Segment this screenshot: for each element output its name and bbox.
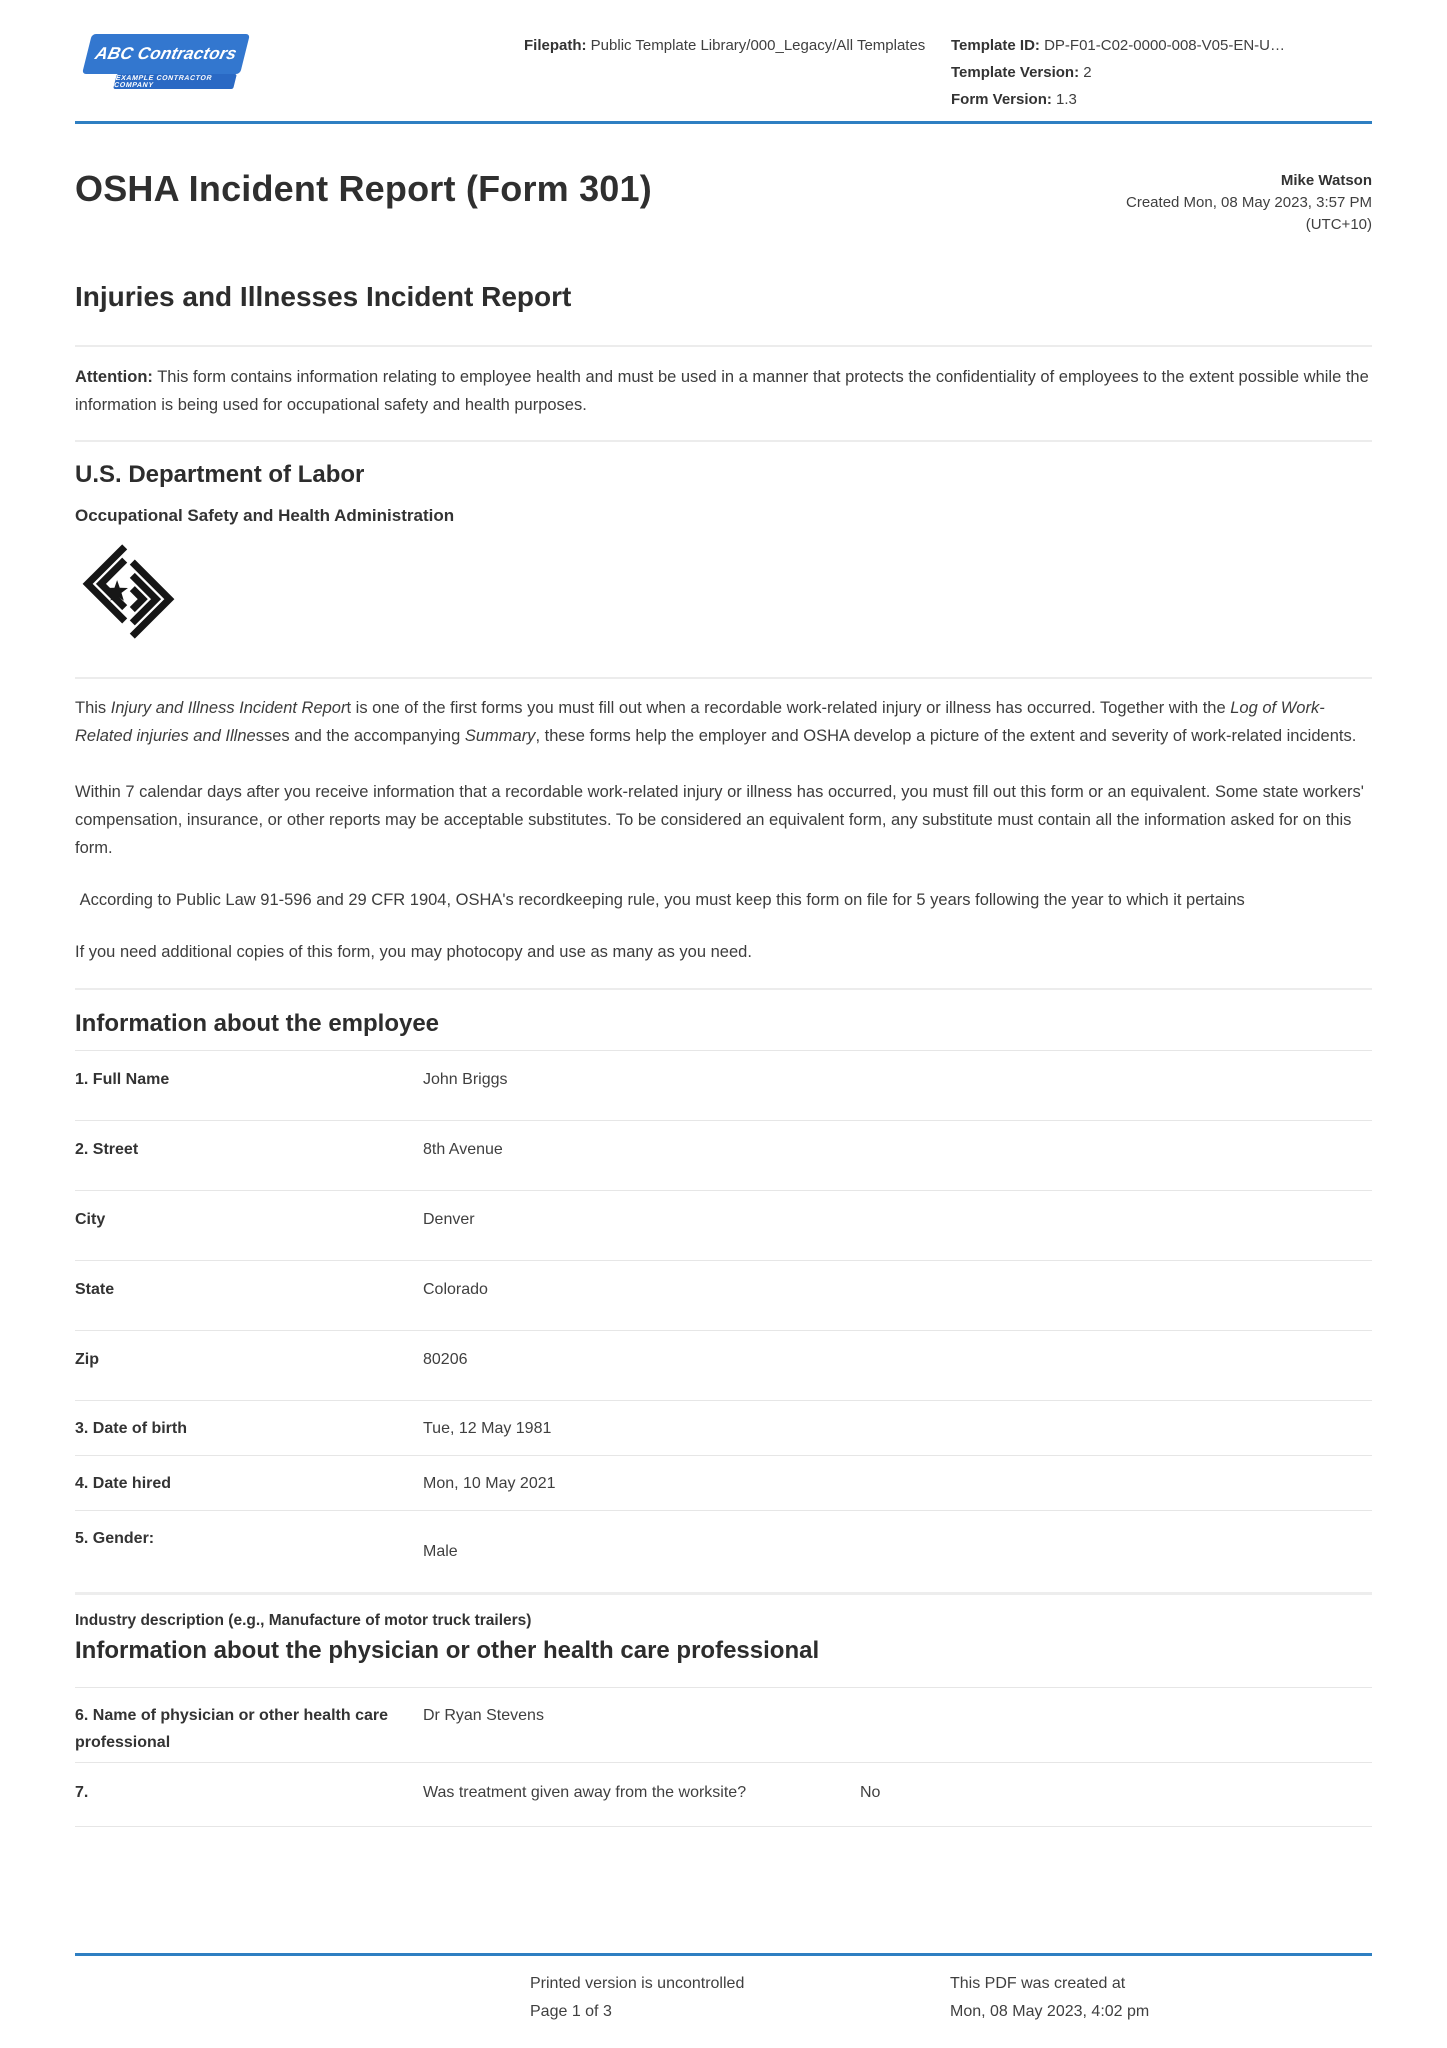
p1-text: , these forms help the employer and OSHA develop a picture of the extent and severity of work-related incidents. [535, 727, 1357, 745]
template-version-line [951, 59, 1372, 86]
field-label: 4. Date hired [75, 1475, 172, 1492]
p1-text: sses and the accompanying [255, 727, 465, 745]
dol-heading: U.S. Department of Labor [75, 461, 365, 488]
field-label: Zip [75, 1351, 99, 1368]
field-label: 7. [75, 1784, 89, 1801]
company-logo-banner [82, 34, 250, 74]
attention-note [0, 363, 1447, 419]
attention-label: Attention: [75, 368, 153, 386]
field-value: 80206 [423, 1351, 468, 1368]
physician-section-heading: Information about the physician or other health care professional [75, 1637, 820, 1664]
form-version-label: Form Version: [951, 91, 1052, 108]
intro-paragraph-3: According to Public Law 91-596 and 29 CFR 1904, OSHA's recordkeeping rule, you must keep this form on file for 5 years following the year to which it pertains [75, 891, 1245, 909]
section-divider [75, 988, 1372, 990]
field-row-city [75, 1190, 1372, 1260]
filepath-block [524, 30, 951, 59]
footer-left [530, 1970, 950, 2026]
employee-section-heading: Information about the employee [75, 1010, 440, 1037]
company-logo [75, 30, 524, 94]
field-label: 1. Full Name [75, 1071, 170, 1088]
form-version-line [951, 86, 1372, 113]
footer-created-label: This PDF was created at [950, 1975, 1126, 1992]
field-label: 6. Name of physician or other health care professional [75, 1707, 388, 1751]
page-footer [75, 1953, 1372, 2026]
template-id-line [951, 32, 1372, 59]
filepath-value: Public Template Library/000_Legacy/All Templates [586, 37, 926, 54]
field-row-state [75, 1260, 1372, 1330]
footer-uncontrolled-note: Printed version is uncontrolled [530, 1975, 745, 1992]
created-date: Created Mon, 08 May 2023, 3:57 PM [1126, 194, 1372, 211]
field-label: 2. Street [75, 1141, 139, 1158]
section-divider [75, 677, 1372, 679]
field-row-date-of-birth [75, 1400, 1372, 1455]
company-logo-mark [75, 34, 260, 94]
page-header [0, 0, 1447, 113]
employee-table [0, 1050, 1447, 1595]
field-row-physician-name [75, 1687, 1372, 1762]
timezone: (UTC+10) [1305, 216, 1372, 233]
template-id-label: Template ID: [951, 37, 1040, 54]
form-version-value: 1.3 [1051, 91, 1077, 108]
field-question: Was treatment given away from the worksite? [423, 1784, 747, 1801]
page-number: Page 1 of 3 [530, 2003, 612, 2020]
p1-text: This [75, 699, 111, 717]
intro-paragraph-4: If you need additional copies of this form, you may photocopy and use as many as you need. [75, 943, 752, 961]
field-row-street [75, 1120, 1372, 1190]
page-title: OSHA Incident Report (Form 301) [75, 168, 652, 209]
footer-created-date: Mon, 08 May 2023, 4:02 pm [950, 2003, 1150, 2020]
field-row-gender [75, 1510, 1372, 1592]
company-logo-ribbon [113, 74, 237, 89]
template-version-label: Template Version: [951, 64, 1080, 81]
report-heading: Injuries and Illnesses Incident Report [75, 281, 572, 312]
intro-paragraph-2: Within 7 calendar days after you receive information that a recordable work-related injury or illness has occurred, you must fill out this form or an equivalent. Some state workers' compensation, insurance, or other reports may be acceptable substitutes. To be considered an equivalent form, any substitute must contain all the information asked for on this form. [75, 783, 1364, 857]
author-meta [1126, 168, 1372, 236]
field-answer: No [860, 1784, 881, 1801]
section-divider-thick [75, 1592, 1372, 1595]
header-divider [75, 121, 1372, 124]
p1-italic-2: Log of Work-Related injuries and Illne [75, 699, 1325, 745]
p1-text: t is one of the first forms you must fill out when a recordable work-related injury or illness has occurred. Together with the [346, 699, 1231, 717]
footer-right [950, 1970, 1372, 2026]
field-value: Tue, 12 May 1981 [423, 1420, 552, 1437]
p1-italic-3: Summary [464, 727, 536, 745]
physician-table [0, 1687, 1447, 1827]
field-value: Dr Ryan Stevens [423, 1707, 544, 1724]
dol-section [0, 461, 1447, 639]
field-label: 5. Gender: [75, 1530, 155, 1547]
field-value: Male [423, 1543, 458, 1560]
field-label: City [75, 1211, 106, 1228]
field-row-date-hired [75, 1455, 1372, 1510]
field-value: 8th Avenue [423, 1141, 503, 1158]
field-value: Mon, 10 May 2021 [423, 1475, 556, 1492]
field-row-zip [75, 1330, 1372, 1400]
footer-columns [75, 1956, 1372, 2026]
section-divider [75, 345, 1372, 347]
company-logo-title: ABC Contractors [93, 44, 239, 63]
dol-subheading: Occupational Safety and Health Administration [75, 506, 455, 525]
field-label: 3. Date of birth [75, 1420, 188, 1437]
field-value: Colorado [423, 1281, 488, 1298]
p1-italic-1: Injury and Illness Incident Repor [110, 699, 347, 717]
dol-logo-icon [81, 544, 176, 639]
industry-description-heading: Industry description (e.g., Manufacture of motor truck trailers) [75, 1612, 532, 1629]
template-meta-block [951, 30, 1372, 113]
field-value: John Briggs [423, 1071, 508, 1088]
field-label: State [75, 1281, 115, 1298]
footer-spacer [75, 1970, 530, 2026]
title-row [0, 168, 1447, 236]
filepath-label: Filepath: [524, 37, 587, 54]
template-id-value: DP-F01-C02-0000-008-V05-EN-U… [1039, 37, 1285, 54]
attention-text: This form contains information relating to employee health and must be used in a manner that protects the confidentiality of employees to the extent possible while the information is being used for occupational safety and health purposes. [75, 368, 1369, 414]
author-name: Mike Watson [1280, 172, 1372, 189]
company-logo-subtitle: EXAMPLE CONTRACTOR COMPANY [113, 74, 213, 89]
field-value: Denver [423, 1211, 475, 1228]
template-version-value: 2 [1079, 64, 1092, 81]
field-row-full-name [75, 1050, 1372, 1120]
intro-paragraph-1 [0, 694, 1447, 750]
section-divider [75, 440, 1372, 442]
field-row-treatment-away [75, 1762, 1372, 1827]
